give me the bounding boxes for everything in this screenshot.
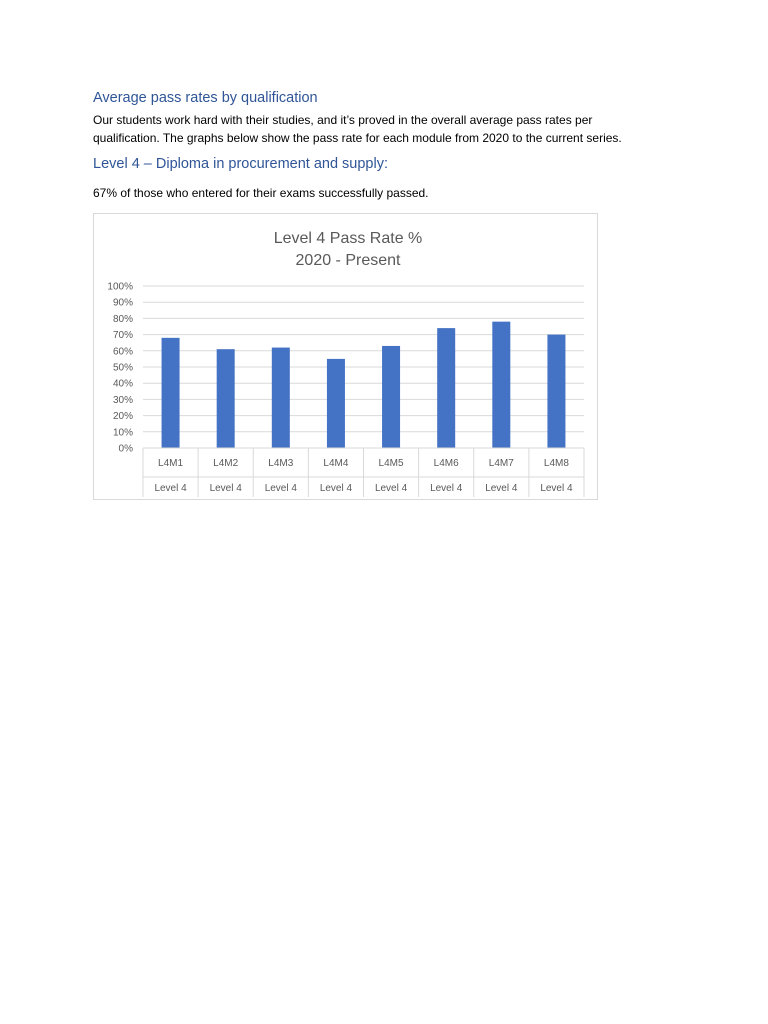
y-tick-label: 0% bbox=[118, 443, 133, 455]
pass-rate-chart bbox=[93, 213, 598, 500]
intro-line-1: Our students work hard with their studies, and it’s proved in the overall average pass rates per bbox=[93, 113, 593, 127]
y-tick-label: 50% bbox=[112, 362, 133, 374]
bar-l4m3 bbox=[272, 348, 290, 448]
bar-l4m1 bbox=[162, 338, 180, 448]
bar-l4m6 bbox=[437, 328, 455, 448]
x-group-label: Level 4 bbox=[319, 483, 353, 494]
x-category-label: L4M8 bbox=[543, 458, 569, 469]
x-group-label: Level 4 bbox=[264, 483, 297, 494]
summary-text: 67% of those who entered for their exams successfully passed. bbox=[93, 186, 429, 200]
subsection-heading: Level 4 – Diploma in procurement and supply: bbox=[93, 156, 388, 172]
x-category-label: L4M5 bbox=[378, 458, 404, 469]
x-category-label: L4M7 bbox=[488, 458, 514, 469]
bar-l4m4 bbox=[327, 359, 345, 448]
x-group-label: Level 4 bbox=[374, 483, 408, 494]
x-category-label: L4M6 bbox=[433, 458, 459, 469]
x-group-label: Level 4 bbox=[154, 483, 187, 494]
x-axis bbox=[143, 448, 584, 497]
y-tick-label: 10% bbox=[112, 427, 133, 439]
intro-paragraph bbox=[93, 111, 693, 147]
section-heading: Average pass rates by qualification bbox=[93, 90, 318, 106]
y-axis-ticks bbox=[107, 282, 133, 455]
y-tick-label: 60% bbox=[112, 346, 133, 358]
bar-l4m2 bbox=[217, 349, 235, 448]
x-group-label: Level 4 bbox=[485, 483, 518, 494]
chart-title-line-1: Level 4 Pass Rate % bbox=[273, 230, 423, 247]
y-tick-label: 40% bbox=[112, 378, 133, 390]
y-tick-label: 100% bbox=[107, 281, 133, 293]
x-group-label: Level 4 bbox=[430, 483, 463, 494]
x-category-label: L4M1 bbox=[158, 458, 184, 469]
bar-l4m5 bbox=[382, 346, 400, 448]
bars bbox=[162, 322, 566, 448]
y-tick-label: 30% bbox=[112, 394, 133, 406]
x-group-label: Level 4 bbox=[540, 483, 573, 494]
gridlines bbox=[143, 286, 584, 432]
chart-canvas bbox=[94, 214, 599, 501]
chart-title-line-2: 2020 - Present bbox=[295, 252, 401, 269]
x-category-label: L4M4 bbox=[323, 458, 349, 469]
y-tick-label: 70% bbox=[112, 330, 133, 342]
intro-line-2: qualification. The graphs below show the pass rate for each module from 2020 to the current series. bbox=[93, 131, 622, 145]
y-tick-label: 90% bbox=[112, 297, 133, 309]
bar-l4m7 bbox=[492, 322, 510, 448]
x-category-label: L4M2 bbox=[213, 458, 239, 469]
x-category-label: L4M3 bbox=[268, 458, 294, 469]
bar-l4m8 bbox=[547, 335, 565, 448]
y-tick-label: 80% bbox=[112, 313, 133, 325]
x-group-label: Level 4 bbox=[209, 483, 242, 494]
y-tick-label: 20% bbox=[112, 411, 133, 423]
